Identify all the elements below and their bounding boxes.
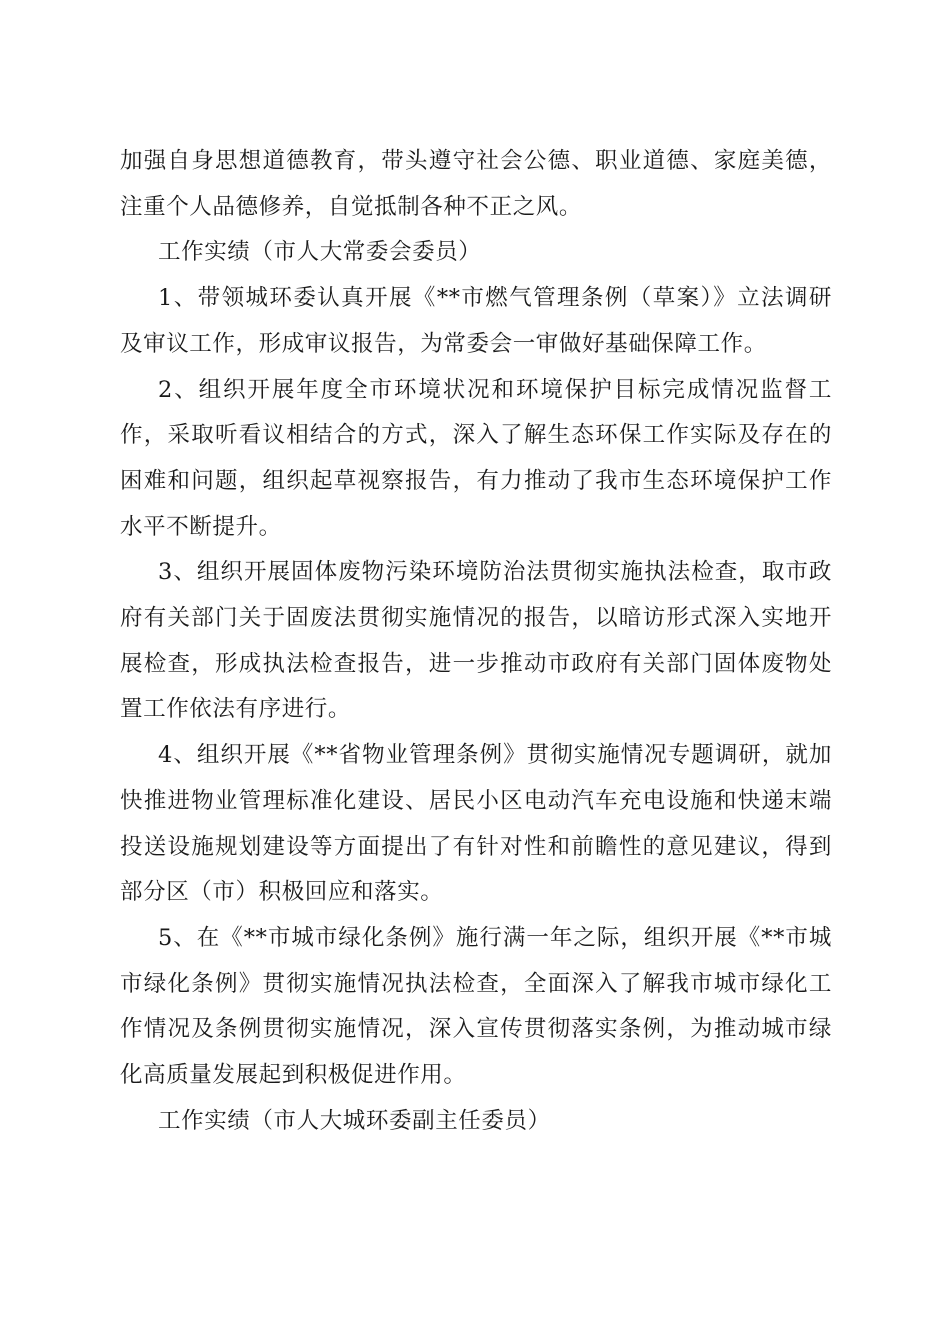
document-body bbox=[120, 139, 832, 1144]
paragraph-item-2: 2、组织开展年度全市环境状况和环境保护目标完成情况监督工作，采取听看议相结合的方式，深入了解生态环保工作实际及存在的困难和问题，组织起草视察报告，有力推动了我市生态环境保护工作水平不断提升。 bbox=[120, 376, 832, 540]
paragraph-item-3: 3、组织开展固体废物污染环境防治法贯彻实施执法检查，取市政府有关部门关于固废法贯彻实施情况的报告，以暗访形式深入实地开展检查，形成执法检查报告，进一步推动市政府有关部门固体废物处置工作依法有序进行。 bbox=[120, 559, 832, 723]
paragraph-continuation: 加强自身思想道德教育，带头遵守社会公德、职业道德、家庭美德，注重个人品德修养，自觉抵制各种不正之风。 bbox=[120, 148, 832, 220]
paragraph-item-5: 5、在《**市城市绿化条例》施行满一年之际，组织开展《**市城市绿化条例》贯彻实施情况执法检查，全面深入了解我市城市绿化工作情况及条例贯彻实施情况，深入宣传贯彻落实条例，为推动城市绿化高质量发展起到积极促进作用。 bbox=[120, 924, 832, 1089]
paragraph-item-4: 4、组织开展《**省物业管理条例》贯彻实施情况专题调研，就加快推进物业管理标准化建设、居民小区电动汽车充电设施和快递末端投送设施规划建设等方面提出了有针对性和前瞻性的意见建议，得到部分区（市）积极回应和落实。 bbox=[120, 742, 832, 906]
section-heading-vice-chair: 工作实绩（市人大城环委副主任委员） bbox=[158, 1107, 551, 1134]
paragraph-item-1: 1、带领城环委认真开展《**市燃气管理条例（草案）》立法调研及审议工作，形成审议报告，为常委会一审做好基础保障工作。 bbox=[120, 285, 832, 357]
section-heading-committee-member: 工作实绩（市人大常委会委员） bbox=[158, 239, 482, 266]
